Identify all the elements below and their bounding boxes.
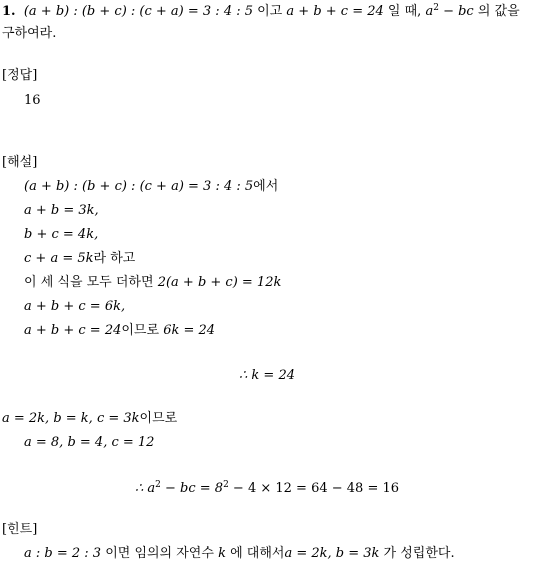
therefore-result	[0, 481, 534, 497]
solution-step-5	[24, 275, 281, 291]
problem-statement-line-1	[2, 4, 520, 20]
result-mid: − bc = 8	[160, 481, 224, 496]
solution-step-7	[24, 323, 215, 339]
problem-target-a: a	[425, 4, 434, 19]
hint-expr-2: a = 2k, b = 3k	[284, 546, 380, 561]
answer-value: 16	[24, 93, 41, 108]
problem-when: 일 때,	[383, 4, 426, 19]
solution-step-8-text: 이므로	[139, 411, 178, 426]
result-exp-2: 2	[223, 480, 229, 490]
problem-connector: 이고	[253, 4, 287, 19]
therefore-k: ∴ k = 24	[239, 368, 295, 383]
problem-end: 의 값을	[473, 4, 520, 19]
solution-step-1-expr: (a + b) : (b + c) : (c + a) = 3 : 4 : 5	[24, 179, 254, 194]
solution-step-5-expr: 2(a + b + c) = 12k	[157, 275, 282, 290]
answer-label: [정답]	[2, 68, 38, 83]
hint-text-2: 에 대해서	[225, 546, 285, 561]
result-exp-1: 2	[155, 480, 161, 490]
solution-step-6: a + b + c = 6k,	[24, 299, 126, 314]
solution-label: [해설]	[2, 155, 38, 170]
solution-step-7-text: 이므로	[121, 323, 164, 338]
solution-step-7-expr2: 6k = 24	[163, 323, 216, 338]
problem-target-rest: − bc	[438, 4, 474, 19]
result-pre: ∴ a	[134, 481, 156, 496]
hint-ratio-expr: a : b = 2 : 3	[24, 546, 102, 561]
hint-k: k	[218, 546, 226, 561]
problem-ratio-expr: (a + b) : (b + c) : (c + a) = 3 : 4 : 5	[23, 4, 254, 19]
result-end: − 4 × 12 = 64 − 48 = 16	[228, 481, 400, 496]
problem-number: 1.	[2, 4, 16, 19]
solution-step-9: a = 8, b = 4, c = 12	[24, 435, 155, 450]
solution-step-1	[24, 179, 278, 195]
solution-step-5-text: 이 세 식을 모두 더하면	[24, 275, 158, 290]
solution-step-1-text: 에서	[253, 179, 279, 194]
hint-text	[24, 546, 455, 562]
hint-text-1: 이면 임의의 자연수	[101, 546, 219, 561]
problem-sum-expr: a + b + c = 24	[286, 4, 384, 19]
problem-statement-line-2: 구하여라.	[2, 26, 57, 41]
solution-step-3: b + c = 4k,	[24, 227, 99, 242]
solution-step-7-expr: a + b + c = 24	[24, 323, 122, 338]
problem-target-exp: 2	[433, 3, 439, 13]
solution-step-8	[2, 411, 177, 427]
solution-step-4-expr: c + a = 5k	[24, 251, 94, 266]
hint-label: [힌트]	[2, 522, 38, 537]
solution-step-2: a + b = 3k,	[24, 203, 99, 218]
solution-step-4	[24, 251, 135, 267]
solution-step-8-expr: a = 2k, b = k, c = 3k	[2, 411, 140, 426]
hint-end: 가 성립한다.	[379, 546, 455, 561]
solution-step-4-text: 라 하고	[93, 251, 136, 266]
